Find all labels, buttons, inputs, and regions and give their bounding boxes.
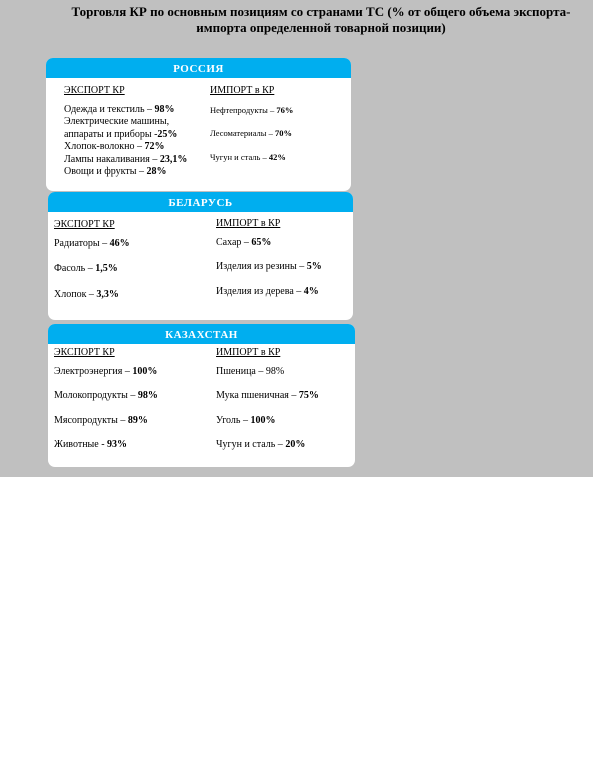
item-value: 65% (251, 236, 272, 248)
russia-card (46, 58, 351, 191)
item-label: Овощи и фрукты – (64, 166, 147, 177)
item-label: Изделия из резины – (216, 261, 307, 272)
item-label: Чугун и сталь – (216, 439, 286, 450)
item-value: 75% (298, 390, 319, 401)
item-value: 46% (109, 237, 130, 249)
item-value: 25% (157, 128, 178, 140)
russia-export-column (64, 85, 202, 179)
item-value: 100% (250, 414, 276, 426)
russia-import-column (210, 85, 340, 163)
item-label: Чугун и сталь – (210, 151, 269, 162)
kazakhstan-import-column (216, 347, 351, 452)
item-label: Лесоматериалы – (210, 128, 276, 138)
belarus-card (48, 192, 353, 320)
list-item (54, 390, 204, 403)
list-item (216, 261, 346, 274)
list-item (54, 238, 204, 251)
kazakhstan-export-list (54, 366, 204, 452)
item-value: 93% (107, 439, 128, 450)
kazakhstan-import-header: ИМПОРТ в КР (216, 347, 281, 358)
item-label: Радиаторы – (54, 237, 110, 249)
list-item (54, 415, 204, 428)
item-label: Мясопродукты – (54, 414, 128, 426)
list-item (54, 289, 204, 302)
item-value: 70% (275, 128, 293, 138)
list-item (64, 104, 202, 117)
item-value: 100% (132, 365, 158, 377)
item-value: 98% (265, 365, 285, 377)
item-label: Пшеница – (216, 365, 266, 377)
item-label: Электрические машины, аппараты и приборы - (64, 116, 170, 140)
russia-export-list (64, 104, 202, 179)
russia-import-list (210, 104, 340, 164)
list-item (216, 237, 346, 250)
item-label: Животные - (54, 439, 108, 450)
belarus-import-column (216, 218, 346, 298)
item-label: Уголь – (216, 414, 251, 426)
item-value: 5% (306, 261, 322, 272)
item-value: 3,3% (96, 288, 119, 300)
russia-import-header: ИМПОРТ в КР (210, 85, 275, 96)
kazakhstan-header: КАЗАХСТАН (48, 324, 355, 344)
item-value: 98% (137, 390, 158, 401)
list-item (54, 366, 204, 379)
kazakhstan-import-list (216, 366, 351, 452)
item-value: 23,1% (159, 153, 188, 165)
item-label: Фасоль – (54, 263, 96, 274)
item-label: Сахар – (216, 236, 252, 248)
item-value: 1,5% (95, 263, 118, 274)
list-item (216, 366, 351, 379)
russia-export-header: ЭКСПОРТ КР (64, 85, 125, 96)
item-value: 76% (276, 104, 294, 115)
item-value: 20% (285, 439, 306, 450)
belarus-export-header: ЭКСПОРТ КР (54, 219, 115, 230)
item-value: 42% (268, 151, 286, 162)
list-item (210, 151, 340, 164)
list-item (216, 415, 351, 428)
page-title: Торговля КР по основным позициям со странами ТС (% от общего объема экспорта-импорта определенной товарной позиции) (71, 4, 571, 35)
item-value: 28% (146, 166, 167, 177)
list-item (54, 439, 204, 452)
item-value: 98% (154, 103, 175, 115)
list-item (216, 390, 351, 403)
list-item (216, 286, 346, 299)
list-item (210, 127, 340, 140)
belarus-export-column (54, 219, 204, 301)
item-label: Нефтепродукты – (210, 104, 277, 115)
item-value: 4% (303, 285, 319, 297)
list-item (64, 116, 202, 141)
item-label: Мука пшеничная – (216, 390, 299, 401)
item-label: Электроэнергия – (54, 365, 133, 377)
list-item (210, 104, 340, 117)
item-label: Одежда и текстиль – (64, 103, 155, 115)
item-value: 72% (144, 141, 165, 152)
list-item (64, 154, 202, 167)
belarus-header: БЕЛАРУСЬ (48, 192, 353, 212)
kazakhstan-card (48, 324, 355, 467)
list-item (64, 166, 202, 179)
item-label: Изделия из дерева – (216, 285, 304, 297)
item-label: Молокопродукты – (54, 390, 138, 401)
list-item (216, 439, 351, 452)
belarus-import-list (216, 237, 346, 299)
belarus-export-list (54, 238, 204, 302)
list-item (54, 263, 204, 276)
belarus-import-header: ИМПОРТ в КР (216, 218, 281, 229)
kazakhstan-export-header: ЭКСПОРТ КР (54, 347, 115, 358)
item-label: Хлопок – (54, 288, 97, 300)
list-item (64, 141, 202, 154)
item-label: Лампы накаливания – (64, 153, 160, 165)
russia-header: РОССИЯ (46, 58, 351, 78)
item-label: Хлопок-волокно – (64, 141, 145, 152)
item-value: 89% (127, 414, 148, 426)
kazakhstan-export-column (54, 347, 204, 452)
